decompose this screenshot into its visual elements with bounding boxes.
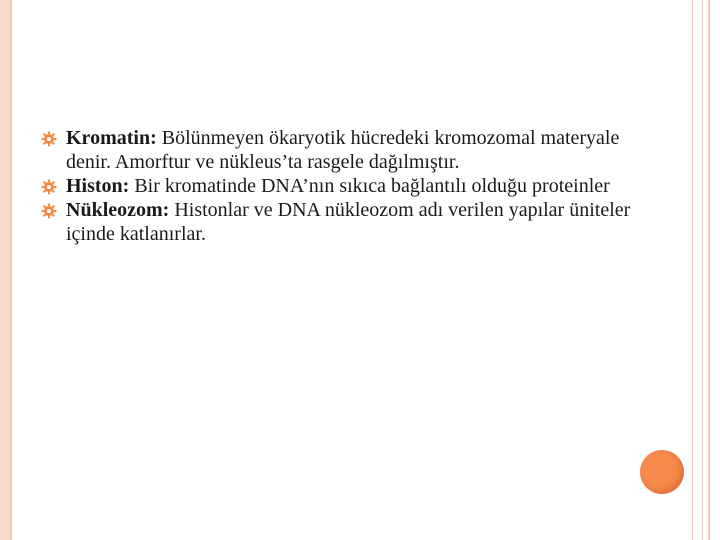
- term-label: Nükleozom:: [66, 199, 170, 221]
- slide-frame: [10, 0, 710, 540]
- bullet-list: [42, 126, 642, 246]
- term-label: Kromatin:: [66, 127, 157, 149]
- gear-icon: [41, 203, 57, 219]
- term-definition: Bir kromatinde DNA’nın sıkıca bağlantılı olduğu proteinler: [129, 175, 610, 197]
- term-definition: Histonlar ve DNA nükleozom adı verilen yapılar üniteler içinde katlanırlar.: [66, 199, 631, 245]
- bullet-histon: [42, 174, 642, 198]
- right-frame-line: [702, 0, 703, 540]
- bullet-kromatin: [42, 126, 642, 174]
- term-definition: Bölünmeyen ökaryotik hücredeki kromozomal materyale denir. Amorftur ve nükleus’ta rasgele dağılmıştır.: [66, 127, 620, 173]
- left-decorative-band: [0, 0, 10, 540]
- decorative-circle: [640, 450, 684, 494]
- right-frame-line: [692, 0, 693, 540]
- gear-icon: [41, 179, 57, 195]
- term-label: Histon:: [66, 175, 130, 197]
- bullet-nukleozom: [42, 198, 642, 246]
- gear-icon: [41, 131, 57, 147]
